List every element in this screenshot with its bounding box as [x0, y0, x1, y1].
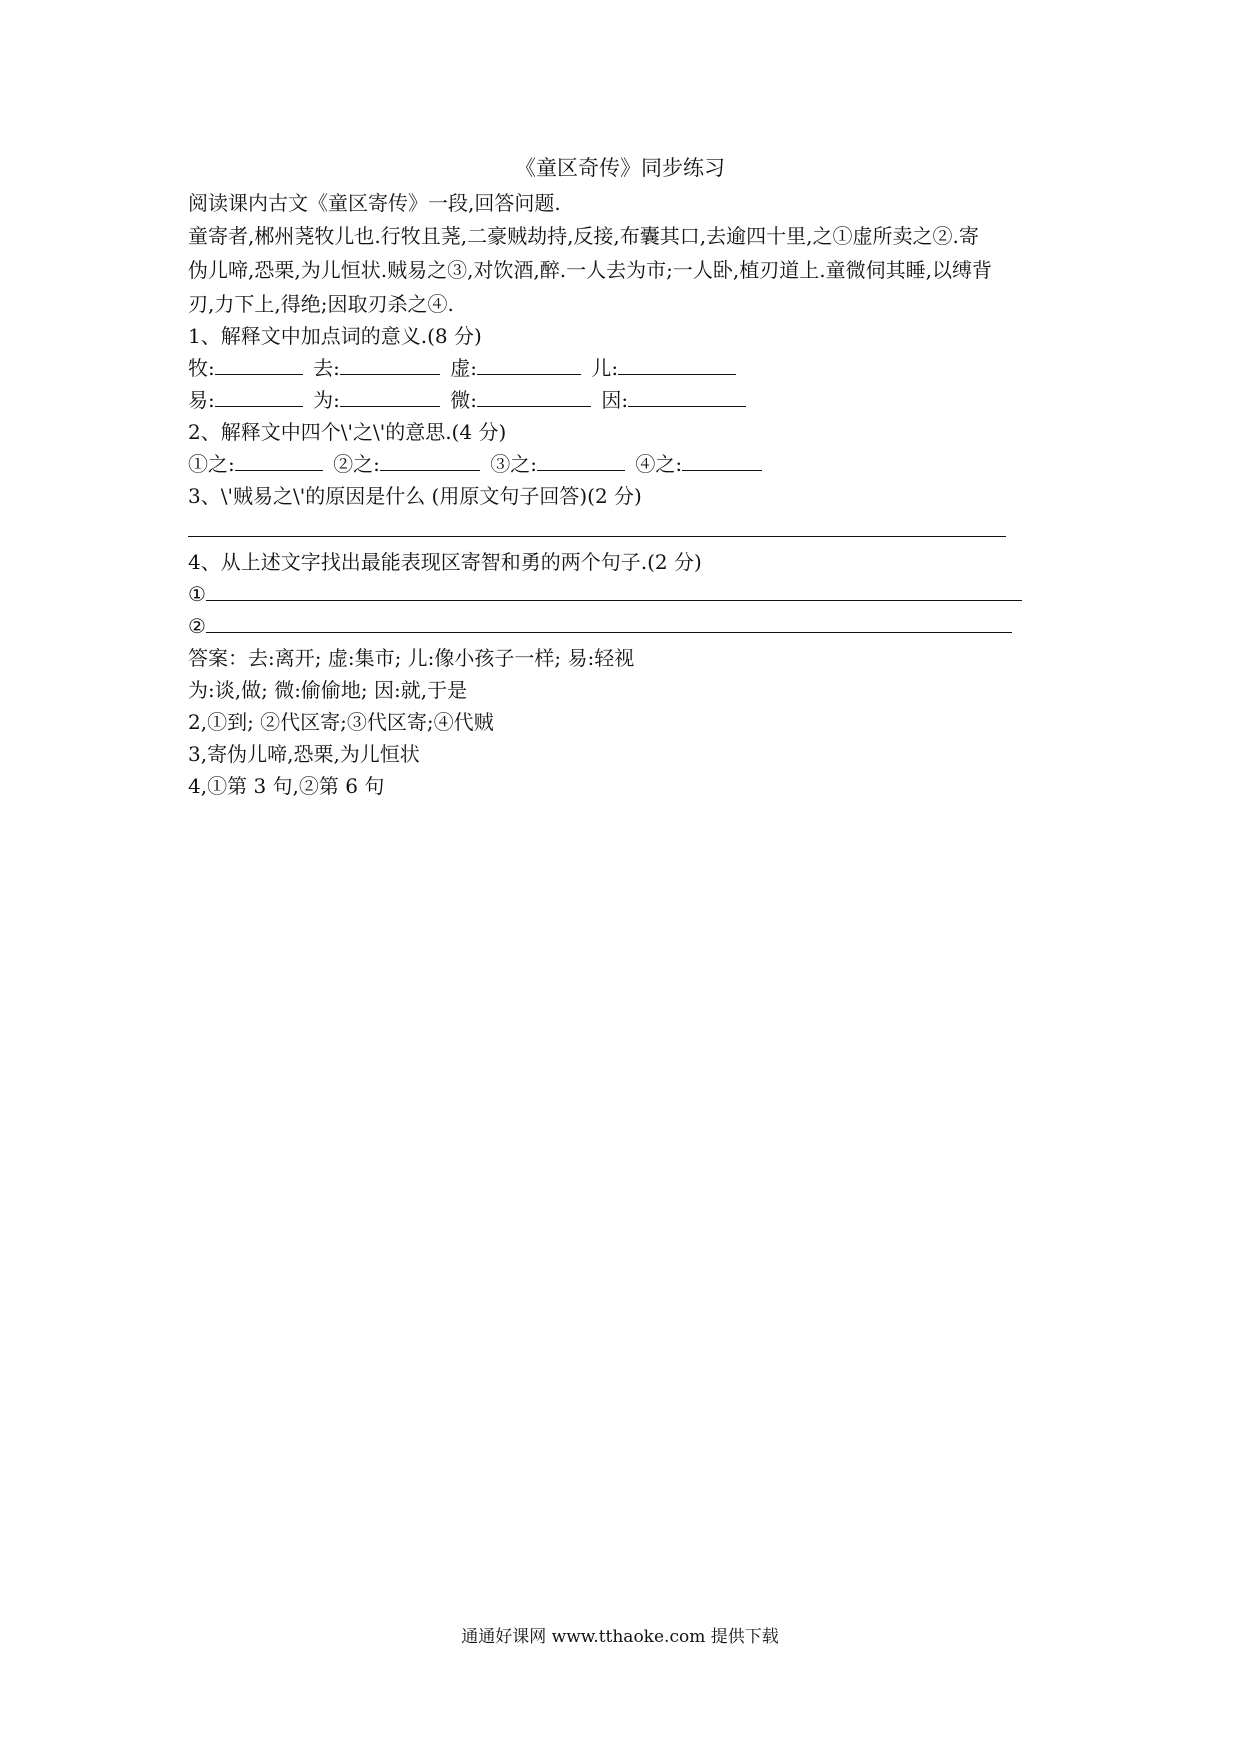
term-label: 因:: [601, 388, 629, 412]
answer-line-1: 答案：去:离开; 虚:集市; 儿:像小孩子一样; 易:轻视: [188, 646, 635, 670]
answer-blank[interactable]: [235, 450, 323, 471]
answer-blank[interactable]: [215, 386, 303, 407]
answer-blank[interactable]: [537, 450, 625, 471]
term-label: 易:: [188, 388, 215, 412]
answer-blank[interactable]: [618, 354, 736, 375]
answer-blank[interactable]: [380, 450, 480, 471]
page-footer: 通通好课网 www.tthaoke.com 提供下载: [461, 1627, 779, 1647]
question-4-item-2: [188, 612, 1016, 640]
item-marker: ①: [188, 582, 206, 606]
term-label: 微:: [450, 388, 477, 412]
term-label: ②之:: [333, 452, 380, 476]
term-label: 儿:: [591, 356, 619, 380]
answer-blank[interactable]: [477, 354, 581, 375]
worksheet-title: 《童区奇传》同步练习: [515, 156, 725, 180]
question-4-heading: 4、从上述文字找出最能表现区寄智和勇的两个句子.(2 分): [188, 550, 702, 574]
question-1-row-2: [188, 386, 750, 414]
answer-blank[interactable]: [206, 580, 1022, 601]
answer-line-4: 3,寄伪儿啼,恐栗,为儿恒状: [188, 742, 420, 766]
answer-blank[interactable]: [682, 450, 762, 471]
passage-line-3: 刃,力下上,得绝;因取刃杀之④.: [188, 292, 454, 316]
answer-blank[interactable]: [206, 612, 1012, 633]
answer-blank[interactable]: [340, 354, 440, 375]
term-label: ④之:: [635, 452, 683, 476]
intro-text: 阅读课内古文《童区寄传》一段,回答问题.: [188, 191, 561, 215]
question-4-item-1: [188, 580, 1026, 608]
passage-line-2: 伪儿啼,恐栗,为儿恒状.贼易之③,对饮酒,醉.一人去为市;一人卧,植刃道上.童微伺其睡,以缚背: [188, 258, 992, 282]
answer-line-3: 2,①到; ②代区寄;③代区寄;④代贼: [188, 710, 494, 734]
question-2-heading: 2、解释文中四个\'之\'的意思.(4 分): [188, 420, 507, 444]
question-1-heading: 1、解释文中加点词的意义.(8 分): [188, 324, 482, 348]
term-label: 牧:: [188, 356, 215, 380]
question-1-row-1: [188, 354, 740, 382]
answer-blank[interactable]: [477, 386, 591, 407]
answer-blank[interactable]: [340, 386, 440, 407]
item-marker: ②: [188, 614, 206, 638]
term-label: 虚:: [450, 356, 477, 380]
question-3-heading: 3、\'贼易之\'的原因是什么 (用原文句子回答)(2 分): [188, 484, 642, 508]
term-label: 去:: [313, 356, 340, 380]
term-label: ①之:: [188, 452, 235, 476]
passage-line-1: 童寄者,郴州荛牧儿也.行牧且荛,二豪贼劫持,反接,布囊其口,去逾四十里,之①虚所卖之②.寄: [188, 224, 979, 248]
answer-blank[interactable]: [628, 386, 746, 407]
term-label: ③之:: [490, 452, 537, 476]
answer-line-2: 为:谈,做; 微:偷偷地; 因:就,于是: [188, 678, 468, 702]
question-3-answer-line[interactable]: [188, 536, 1006, 537]
answer-line-5: 4,①第 3 句,②第 6 句: [188, 774, 385, 798]
term-label: 为:: [313, 388, 340, 412]
question-2-row: [188, 450, 766, 478]
answer-blank[interactable]: [215, 354, 303, 375]
